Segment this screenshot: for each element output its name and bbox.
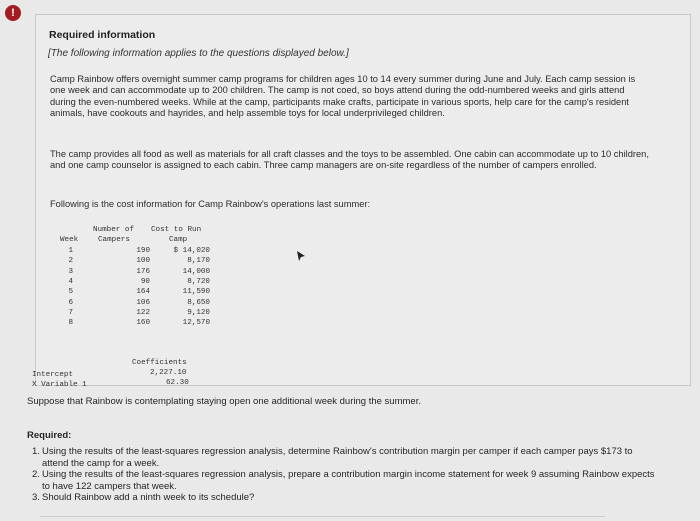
x-variable-label: X Variable 1 bbox=[32, 381, 87, 389]
cost-table-cost-cell: 8,650 bbox=[187, 298, 210, 307]
cost-table-cost-cell: 8,720 bbox=[187, 277, 210, 286]
cost-table-week-cell: 7 bbox=[68, 308, 73, 317]
alert-icon: ! bbox=[5, 5, 21, 21]
panel-title: Required information bbox=[49, 29, 156, 41]
question-2-text: Using the results of the least-squares regression analysis, prepare a contribution margin income statement for week 9 assuming Rainbow expects to have 122 campers that week. bbox=[42, 469, 655, 492]
cost-table-campers-cell: 160 bbox=[136, 319, 150, 328]
cost-table-week-cell: 6 bbox=[68, 298, 73, 307]
questions-list bbox=[32, 446, 657, 504]
intercept-label: Intercept bbox=[32, 371, 74, 379]
required-heading: Required: bbox=[27, 430, 72, 441]
paragraph-camp-description: Camp Rainbow offers overnight summer camp programs for children ages 10 to 14 every summer during June and July. Each camp session is one week and can accommodate up to 200 children. The camp is not coed, so boys attend during the odd-numbered weeks and girls attend during the even-numbered weeks. While at the camp, participants make crafts, participate in various sports, help care for the camp's resident animals, have cookouts and hayrides, and help assemble toys for local underprivileged children. bbox=[50, 74, 636, 119]
cost-table-campers-cell: 176 bbox=[136, 267, 150, 276]
cost-table-campers-cell: 190 bbox=[136, 247, 150, 255]
question-3 bbox=[32, 492, 657, 504]
cost-table-campers-cell: 122 bbox=[136, 308, 150, 317]
scenario-text: Suppose that Rainbow is contemplating staying open one additional week during the summer. bbox=[27, 396, 421, 407]
cost-table-cost-cell: $ 14,020 bbox=[173, 247, 210, 255]
required-information-panel bbox=[35, 14, 691, 386]
header-campers-top: Number of bbox=[93, 226, 135, 234]
cost-table-campers-cell: 164 bbox=[136, 288, 150, 297]
cost-table-week-cell: 4 bbox=[68, 277, 73, 286]
paragraph-cost-intro: Following is the cost information for Camp Rainbow's operations last summer: bbox=[50, 199, 371, 209]
cost-table-week-cell: 8 bbox=[68, 319, 73, 328]
header-cost: Camp bbox=[169, 236, 188, 244]
paragraph-camp-costs: The camp provides all food as well as materials for all craft classes and the toys to be assembled. One cabin can accommodate up to 10 children, and one camp counselor is assigned to each cabin. Three camp managers are on-site regardless of the number of campers enrolled. bbox=[50, 149, 649, 171]
cost-table-cost-cell: 11,590 bbox=[182, 288, 210, 297]
cost-table-cost-cell: 8,170 bbox=[187, 257, 210, 266]
coefficients-header: Coefficients bbox=[132, 359, 187, 367]
x-variable-value: 62.30 bbox=[166, 379, 189, 387]
header-campers: Campers bbox=[98, 236, 130, 244]
question-1-number: 1. bbox=[32, 446, 40, 457]
cost-table-cost-cell: 9,120 bbox=[187, 308, 210, 317]
cost-table-week-cell: 5 bbox=[68, 288, 73, 297]
question-3-number: 3. bbox=[32, 492, 40, 503]
intercept-value: 2,227.10 bbox=[150, 369, 187, 377]
question-1 bbox=[32, 446, 657, 469]
header-cost-top: Cost to Run bbox=[151, 226, 202, 234]
cost-table-campers-cell: 90 bbox=[140, 277, 150, 286]
cost-table-campers-cell: 106 bbox=[136, 298, 150, 307]
question-1-text: Using the results of the least-squares regression analysis, determine Rainbow's contribution margin per camper if each camper pays $173 to attend the camp for a week. bbox=[42, 446, 633, 469]
question-3-text: Should Rainbow add a ninth week to its schedule? bbox=[42, 492, 255, 503]
cost-table-week-cell: 1 bbox=[68, 247, 73, 255]
cost-table-week-cell: 3 bbox=[68, 267, 73, 276]
cost-table-cost-cell: 14,000 bbox=[182, 267, 210, 276]
divider bbox=[40, 516, 605, 517]
question-2 bbox=[32, 469, 657, 492]
cost-table-cost-cell: 12,570 bbox=[182, 319, 210, 328]
cost-table-week-cell: 2 bbox=[68, 257, 73, 266]
cost-table-campers-cell: 100 bbox=[136, 257, 150, 266]
panel-note: [The following information applies to the questions displayed below.] bbox=[48, 48, 349, 59]
mouse-cursor-icon bbox=[296, 250, 306, 262]
header-week: Week bbox=[60, 236, 79, 244]
question-2-number: 2. bbox=[32, 469, 40, 480]
